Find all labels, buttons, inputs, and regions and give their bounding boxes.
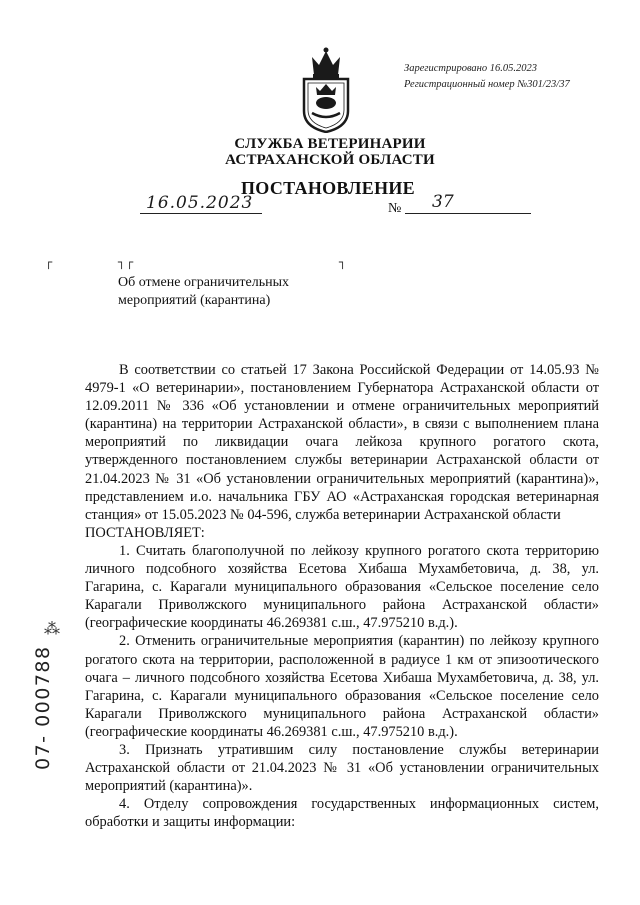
handwritten-date: 16.05.2023 [146,193,254,213]
number-label: № [388,201,402,216]
bracket-corner-icon: ┌ [126,255,134,269]
bracket-corner-icon: ┐ [339,255,347,269]
item-3-paragraph: 3. Признать утратившим силу постановление службы ветеринарии Астраханской области от 21.04.2023 № 31 «Об установлении ограничительных мероприятий (карантина)». [85,741,599,795]
registration-number: Регистрационный номер №301/23/37 [404,79,570,90]
organization-line1: СЛУЖБА ВЕТЕРИНАРИИ [234,136,426,152]
subject-line1: Об отмене ограничительных [118,275,290,290]
document-type-title: ПОСТАНОВЛЕНИЕ [241,178,415,198]
bracket-corner-icon: ┌ [45,255,53,269]
bracket-corner-icon: ┐ [118,255,126,269]
side-serial-number: 07- 000788 [32,645,54,770]
side-mark-icon: ⁂ [44,621,60,638]
subject-line2: мероприятий (карантина) [118,293,271,308]
item-2-paragraph: 2. Отменить ограничительные мероприятия (карантин) по лейкозу крупного рогатого скота на территории, расположенной в радиусе 1 км от эпизоотического очага – личного подсобного хозяйства Есетова Хибаша Мухамбетовича, д. 38, ул. Гагарина, с. Карагали муниципального образования «Сельское поселение село Карагали Приволжского муниципального района Астраханской области» (географические координаты 46.269381 с.ш., 47.975210 в.д.). [85,633,599,740]
item-4-paragraph: 4. Отделу сопровождения государственных информационных систем, обработки и защиты информации: [85,796,599,831]
coat-of-arms-icon [300,45,352,133]
resolves-heading: ПОСТАНОВЛЯЕТ: [85,524,205,541]
document-body [85,361,599,831]
date-underline [140,213,262,214]
handwritten-number: 37 [432,192,454,212]
item-1-paragraph: 1. Считать благополучной по лейкозу крупного рогатого скота территорию личного подсобного хозяйства Есетова Хибаша Мухамбетовича, д. 38, ул. Гагарина, с. Карагали муниципального образования «Сельское поселение село Карагали Приволжского муниципального района Астраханской области» (географические координаты 46.269381 с.ш., 47.975210 в.д.). [85,542,599,632]
organization-line2: АСТРАХАНСКОЙ ОБЛАСТИ [225,152,435,168]
document-subject [118,274,289,310]
registration-date: Зарегистрировано 16.05.2023 [404,63,538,74]
preamble-paragraph: В соответствии со статьей 17 Закона Российской Федерации от 14.05.93 № 4979-1 «О ветеринарии», постановлением Губернатора Астраханской области от 12.09.2011 № 336 «Об установлении и отмене ограничительных мероприятий (карантина) на территории Астраханской области», в связи с выполнением плана мероприятий по ликвидации очага лейкоза крупного рогатого скота, утвержденного постановлением службы ветеринарии Астраханской области от 21.04.2023 № 31 «Об установлении ограничительных мероприятий (карантина)», представлением и.о. начальника ГБУ АО «Астраханская городская ветеринарная станция» от 15.05.2023 № 04-596, служба ветеринарии Астраханской области [85,362,599,523]
number-underline [405,213,531,214]
